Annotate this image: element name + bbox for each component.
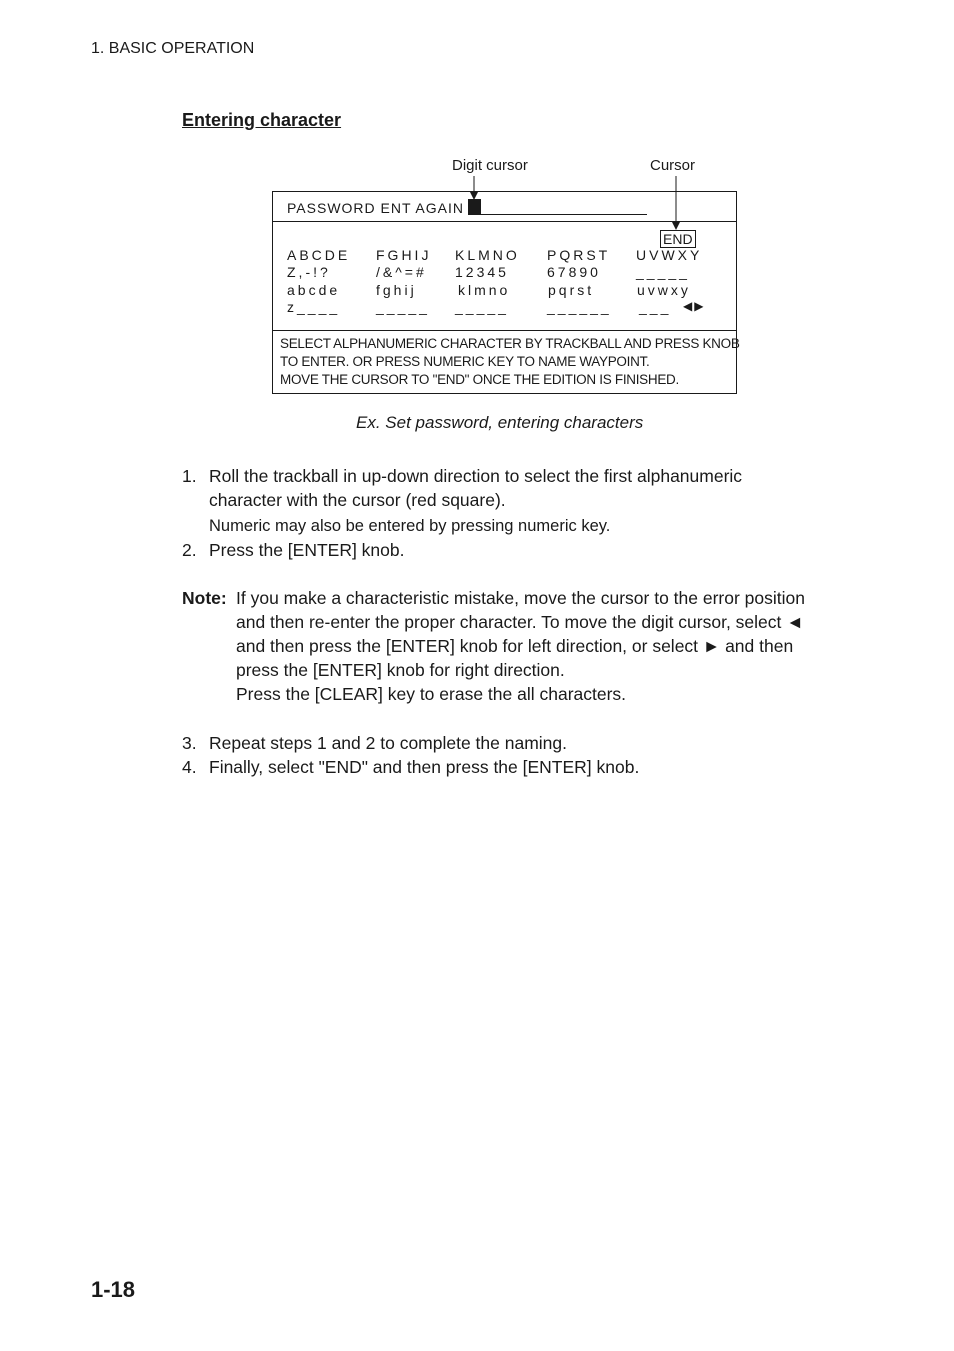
right-arrow-icon[interactable]: ▶	[694, 299, 706, 313]
char-group[interactable]: KLMNO	[455, 247, 520, 263]
char-group[interactable]: abcde	[287, 282, 341, 298]
step-text: character with the cursor (red square).	[209, 490, 506, 510]
password-entry-screen	[272, 191, 740, 394]
instruction-line: TO ENTER. OR PRESS NUMERIC KEY TO NAME WAYPOINT.	[280, 354, 650, 369]
step-number: 4.	[182, 757, 197, 777]
instruction-line: MOVE THE CURSOR TO "END" ONCE THE EDITION IS FINISHED.	[280, 372, 679, 387]
step-text: Press the [ENTER] knob.	[209, 540, 405, 560]
instruction-line: SELECT ALPHANUMERIC CHARACTER BY TRACKBALL AND PRESS KNOB	[280, 336, 740, 351]
char-group[interactable]: z____	[287, 299, 341, 315]
char-group[interactable]: _____	[376, 299, 430, 315]
screen-divider-top	[273, 221, 736, 222]
step-number: 3.	[182, 733, 197, 753]
char-group[interactable]: 12345	[455, 264, 509, 280]
step-text: Finally, select "END" and then press the [ENTER] knob.	[209, 757, 640, 777]
char-group[interactable]: _____	[455, 299, 509, 315]
char-group[interactable]: Z,-!?	[287, 264, 331, 280]
callout-cursor: Cursor	[650, 157, 696, 174]
step-number: 2.	[182, 540, 197, 560]
char-group[interactable]: 67890	[547, 264, 601, 280]
note-line: Press the [CLEAR] key to erase the all characters.	[236, 684, 627, 704]
note-line: and then re-enter the proper character. To move the digit cursor, select ◄	[236, 612, 804, 632]
char-group[interactable]: ___	[639, 299, 672, 315]
left-arrow-icon[interactable]: ◀	[683, 299, 695, 313]
screen-divider-bottom	[273, 330, 736, 331]
page-number: 1-18	[91, 1277, 136, 1302]
step-subnote: Numeric may also be entered by pressing numeric key.	[209, 517, 611, 535]
char-group[interactable]: /&^=#	[376, 264, 427, 280]
char-group[interactable]: fghij	[376, 282, 417, 298]
note-line: and then press the [ENTER] knob for left direction, or select ► and then	[236, 636, 794, 656]
char-group[interactable]: PQRST	[547, 247, 611, 263]
step-text: Roll the trackball in up-down direction to select the first alphanumeric	[209, 466, 743, 486]
char-group[interactable]: UVWXY	[636, 247, 703, 263]
char-group[interactable]: pqrst	[548, 282, 595, 298]
callout-digit-cursor: Digit cursor	[452, 157, 528, 174]
char-group[interactable]: _____	[636, 264, 690, 280]
char-group[interactable]: ______	[547, 299, 612, 315]
figure-caption: Ex. Set password, entering characters	[356, 413, 644, 432]
step-text: Repeat steps 1 and 2 to complete the naming.	[209, 733, 568, 753]
password-prompt: PASSWORD ENT AGAIN	[287, 200, 464, 216]
end-button[interactable]: END	[660, 230, 696, 248]
note-line: If you make a characteristic mistake, move the cursor to the error position	[236, 588, 805, 608]
digit-cursor-arrows	[683, 299, 705, 313]
password-entry-line	[481, 214, 647, 215]
digit-cursor	[468, 199, 481, 215]
char-group[interactable]: klmno	[458, 282, 511, 298]
char-group[interactable]: FGHIJ	[376, 247, 432, 263]
note-line: press the [ENTER] knob for right direction.	[236, 660, 565, 680]
char-group[interactable]: ABCDE	[287, 247, 351, 263]
running-header: 1. BASIC OPERATION	[91, 40, 255, 57]
section-title: Entering character	[182, 110, 342, 130]
char-group[interactable]: uvwxy	[637, 282, 691, 298]
step-number: 1.	[182, 466, 197, 486]
note-label: Note:	[182, 588, 227, 608]
